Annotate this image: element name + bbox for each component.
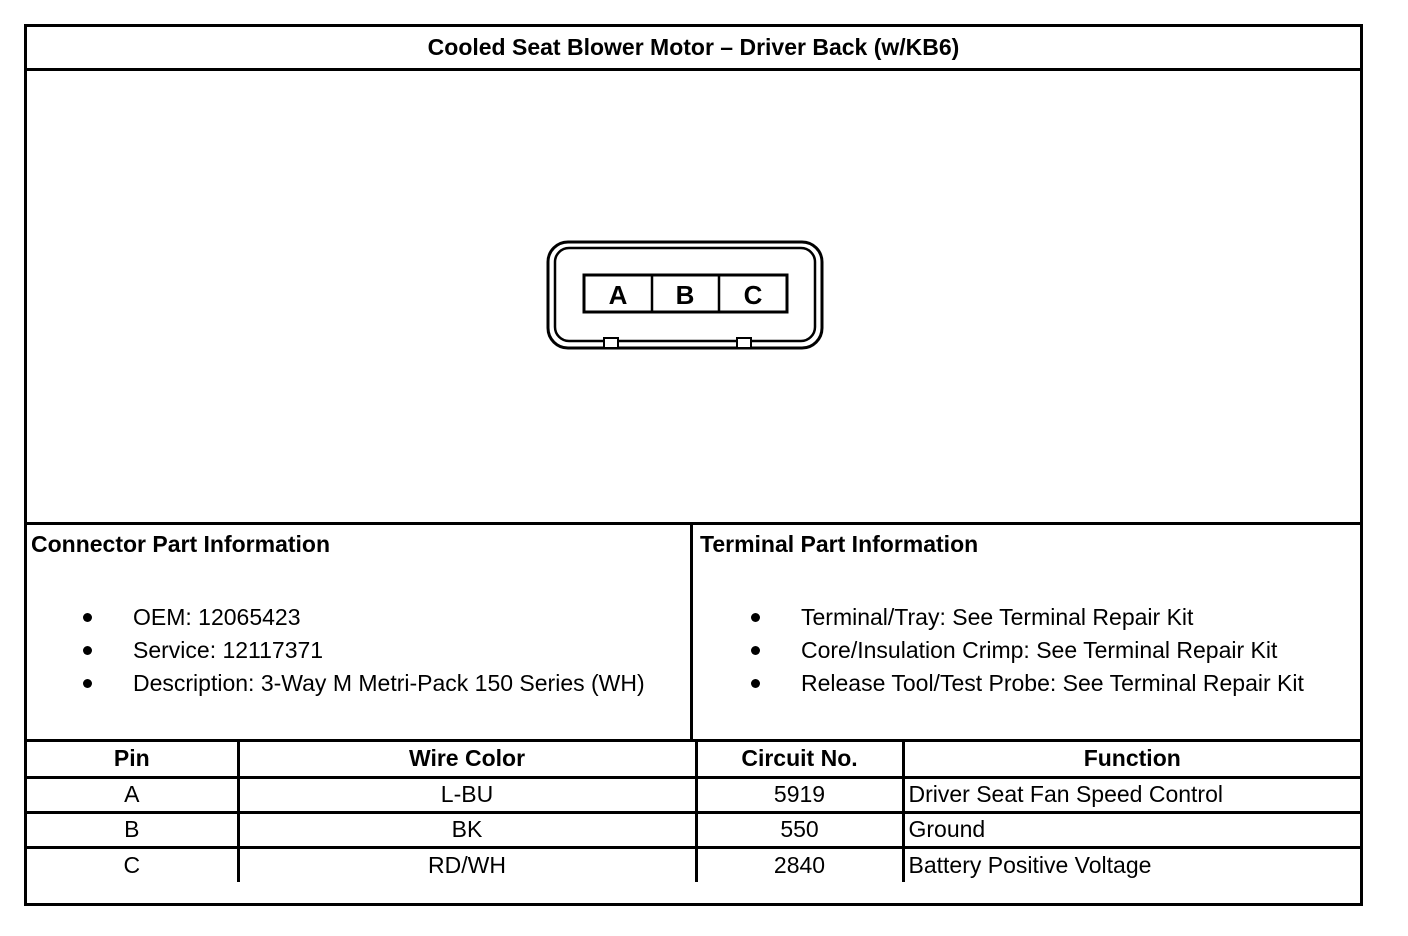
bullet-icon <box>83 679 92 688</box>
cell-wire-color: RD/WH <box>238 847 696 882</box>
list-item: OEM: 12065423 <box>83 601 645 634</box>
cell-pin: B <box>27 812 238 847</box>
bullet-icon <box>751 613 760 622</box>
list-item: Service: 12117371 <box>83 634 645 667</box>
connector-sheet <box>24 24 1363 906</box>
cell-function: Ground <box>903 812 1360 847</box>
table-row <box>27 847 1360 882</box>
header-function: Function <box>903 742 1360 777</box>
bullet-icon <box>83 613 92 622</box>
header-circuit-no: Circuit No. <box>696 742 903 777</box>
cell-circuit-no: 2840 <box>696 847 903 882</box>
list-item: Release Tool/Test Probe: See Terminal Repair Kit <box>751 667 1304 700</box>
table-row <box>27 812 1360 847</box>
list-item: Terminal/Tray: See Terminal Repair Kit <box>751 601 1304 634</box>
cell-wire-color: BK <box>238 812 696 847</box>
bullet-icon <box>751 679 760 688</box>
page-title: Cooled Seat Blower Motor – Driver Back (w/KB6) <box>27 27 1360 71</box>
connector-face-drawing <box>546 234 826 354</box>
list-item: Description: 3-Way M Metri-Pack 150 Series (WH) <box>83 667 645 700</box>
list-item: Core/Insulation Crimp: See Terminal Repair Kit <box>751 634 1304 667</box>
header-pin: Pin <box>27 742 238 777</box>
table-header-row <box>27 742 1360 777</box>
connector-part-info-heading: Connector Part Information <box>31 531 331 557</box>
connector-diagram-area <box>27 71 1360 525</box>
terminal-part-info-heading: Terminal Part Information <box>700 531 979 557</box>
header-wire-color: Wire Color <box>238 742 696 777</box>
connector-lock-tab-left <box>604 338 618 348</box>
bullet-icon <box>751 646 760 655</box>
cavity-label-a: A <box>608 280 628 310</box>
connector-lock-tab-right <box>737 338 751 348</box>
terminal-part-info <box>696 525 1360 739</box>
cavity-label-b: B <box>675 280 695 310</box>
cell-function: Battery Positive Voltage <box>903 847 1360 882</box>
bullet-icon <box>83 646 92 655</box>
cell-circuit-no: 550 <box>696 812 903 847</box>
pin-table <box>27 742 1360 882</box>
cavity-label-c: C <box>743 280 763 310</box>
cell-pin: C <box>27 847 238 882</box>
cell-circuit-no: 5919 <box>696 777 903 812</box>
cell-pin: A <box>27 777 238 812</box>
cell-function: Driver Seat Fan Speed Control <box>903 777 1360 812</box>
terminal-part-info-list <box>751 601 1304 700</box>
connector-part-info <box>27 525 693 739</box>
part-information-row <box>27 525 1360 742</box>
connector-part-info-list <box>83 601 645 700</box>
table-row <box>27 777 1360 812</box>
cell-wire-color: L-BU <box>238 777 696 812</box>
